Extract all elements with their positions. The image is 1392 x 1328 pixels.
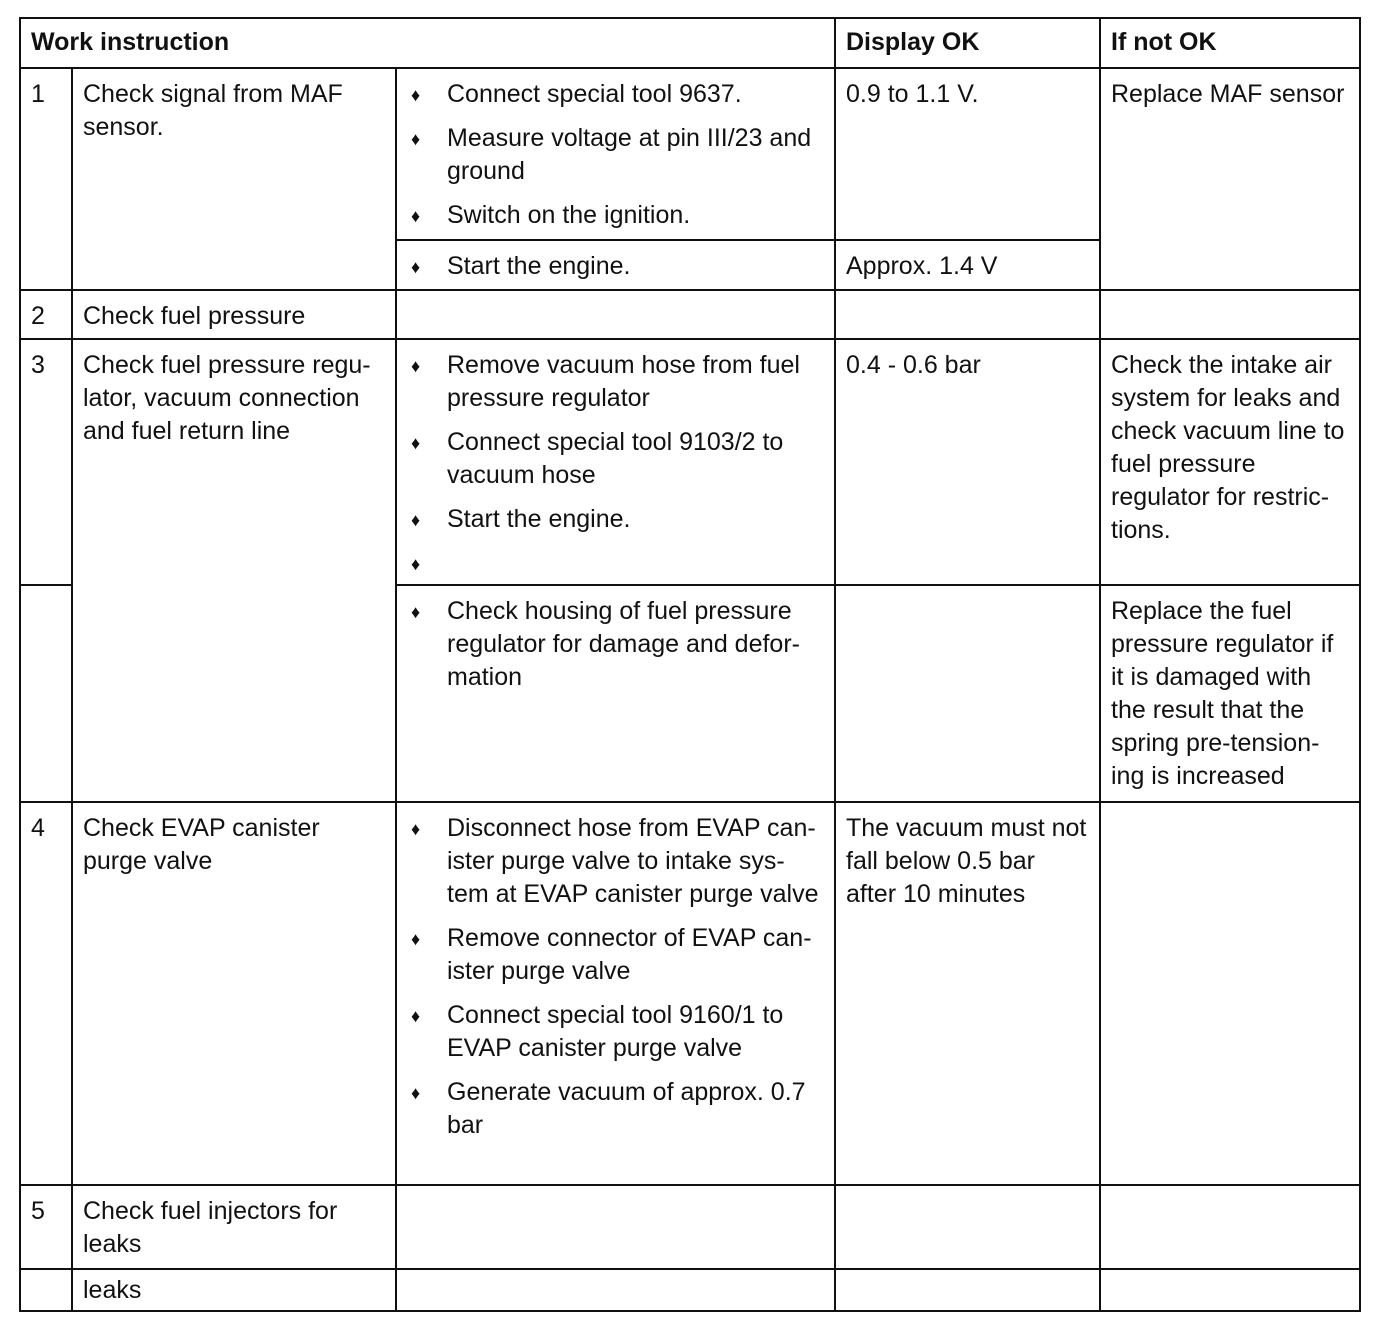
header-row <box>20 18 1360 68</box>
list-item: ♦ Start the engine. <box>407 503 824 536</box>
step-list <box>407 349 824 580</box>
step-list <box>407 812 824 1142</box>
step-list <box>407 78 824 232</box>
task-description: leaks <box>72 1269 396 1311</box>
empty-cell <box>835 585 1100 802</box>
diamond-bullet-icon: ♦ <box>411 206 421 226</box>
diamond-bullet-icon: ♦ <box>411 819 421 839</box>
step-list-cell <box>396 339 835 585</box>
list-item: ♦ Switch on the ignition. <box>407 199 824 232</box>
step-number: 4 <box>20 802 72 1185</box>
task-description: Check fuel pressure <box>72 290 396 339</box>
empty-cell <box>1100 1269 1360 1311</box>
diamond-bullet-icon: ♦ <box>411 554 421 574</box>
diamond-bullet-icon: ♦ <box>411 602 421 622</box>
list-item: ♦ Start the engine. <box>407 250 824 283</box>
if-not-ok-value: Check the intake air system for leaks and check vacuum line to fuel pressure regulator for restric-tions. <box>1100 339 1360 585</box>
empty-cell <box>20 585 72 802</box>
list-item: ♦ Connect special tool 9160/1 to EVAP canister purge valve <box>411 1001 784 1062</box>
display-ok-value: 0.4 - 0.6 bar <box>835 339 1100 585</box>
header-display-ok: Display OK <box>835 18 1100 68</box>
header-if-not-ok: If not OK <box>1100 18 1360 68</box>
diamond-bullet-icon: ♦ <box>411 510 421 530</box>
step-list-cell <box>396 802 835 1185</box>
empty-cell <box>1100 1185 1360 1269</box>
header-work-instruction: Work instruction <box>20 18 835 68</box>
task-description: Check fuel pressure regu-lator, vacuum connection and fuel return line <box>72 339 396 802</box>
work-instruction-table <box>19 17 1361 1312</box>
empty-cell <box>835 1269 1100 1311</box>
list-item <box>407 547 824 580</box>
list-item: ♦ Connect special tool 9103/2 to vacuum hose <box>411 428 784 489</box>
step-list <box>407 595 824 694</box>
if-not-ok-value: Replace MAF sensor <box>1100 68 1360 290</box>
table-row-5 <box>20 1185 1360 1269</box>
list-item: ♦ Connect special tool 9637. <box>407 78 824 111</box>
display-ok-value: The vacuum must not fall below 0.5 bar after 10 minutes <box>835 802 1100 1185</box>
list-item: ♦ Check housing of fuel pressure regulator for damage and defor-mation <box>411 597 800 691</box>
table-row-3a <box>20 339 1360 585</box>
list-item: ♦ Measure voltage at pin III/23 and ground <box>411 124 812 185</box>
diamond-bullet-icon: ♦ <box>411 129 421 149</box>
empty-cell <box>20 1269 72 1311</box>
table-row-2 <box>20 290 1360 339</box>
empty-cell <box>396 290 835 339</box>
task-description: Check EVAP canister purge valve <box>72 802 396 1185</box>
empty-cell <box>835 1185 1100 1269</box>
diamond-bullet-icon: ♦ <box>411 356 421 376</box>
list-item: ♦ Remove vacuum hose from fuel pressure regulator <box>411 351 800 412</box>
display-ok-value: Approx. 1.4 V <box>835 240 1100 290</box>
display-ok-value: 0.9 to 1.1 V. <box>835 68 1100 240</box>
step-list <box>407 250 824 283</box>
empty-cell <box>1100 802 1360 1185</box>
empty-cell <box>835 290 1100 339</box>
empty-cell <box>1100 290 1360 339</box>
if-not-ok-value: Replace the fuel pressure regulator if it is damaged with the result that the spring pre-tension-ing is increased <box>1100 585 1360 802</box>
table-row-1a <box>20 68 1360 240</box>
table-row-4 <box>20 802 1360 1185</box>
task-description: Check signal from MAF sensor. <box>72 68 396 290</box>
diamond-bullet-icon: ♦ <box>411 1083 421 1103</box>
step-list-cell <box>396 240 835 290</box>
diamond-bullet-icon: ♦ <box>411 257 421 277</box>
step-number: 3 <box>20 339 72 585</box>
empty-cell <box>396 1269 835 1311</box>
diamond-bullet-icon: ♦ <box>411 929 421 949</box>
diamond-bullet-icon: ♦ <box>411 433 421 453</box>
diamond-bullet-icon: ♦ <box>411 1006 421 1026</box>
step-list-cell <box>396 585 835 802</box>
list-item: ♦ Generate vacuum of approx. 0.7 bar <box>411 1078 806 1139</box>
table-row-6 <box>20 1269 1360 1311</box>
list-item: ♦ Disconnect hose from EVAP can-ister purge valve to intake sys-tem at EVAP canister purge valve <box>411 814 819 908</box>
list-item: ♦ Remove connector of EVAP can-ister purge valve <box>411 924 812 985</box>
step-number: 2 <box>20 290 72 339</box>
diamond-bullet-icon: ♦ <box>411 85 421 105</box>
step-number: 5 <box>20 1185 72 1269</box>
step-number: 1 <box>20 68 72 290</box>
empty-cell <box>396 1185 835 1269</box>
step-list-cell <box>396 68 835 240</box>
task-description: Check fuel injectors for leaks <box>72 1185 396 1269</box>
